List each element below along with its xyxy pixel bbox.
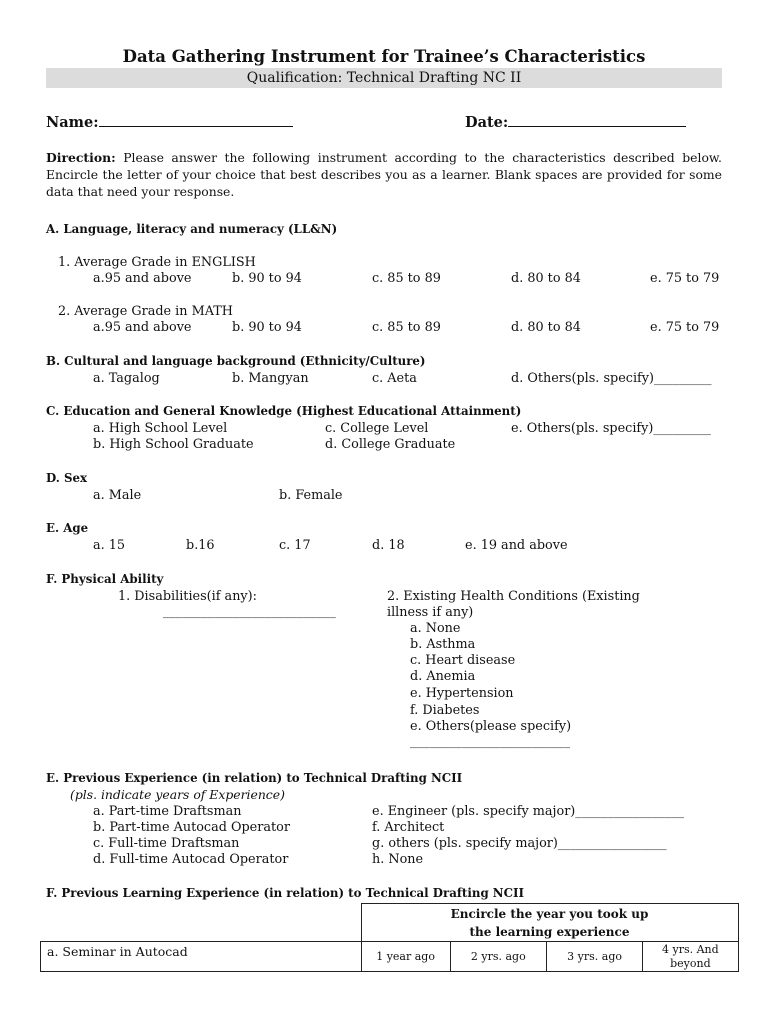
- health-question-line2: illness if any): [387, 605, 474, 620]
- disabilities-label: 1. Disabilities(if any):: [118, 589, 257, 604]
- age-option-c[interactable]: c. 17: [279, 538, 311, 553]
- experience-option-g[interactable]: g. others (pls. specify major)_________________: [372, 836, 667, 851]
- section-b-heading: B. Cultural and language background (Ethnicity/Culture): [46, 354, 426, 368]
- experience-heading: E. Previous Experience (in relation) to Technical Drafting NCII: [46, 771, 463, 785]
- english-question: 1. Average Grade in ENGLISH: [58, 255, 256, 270]
- section-e-heading: E. Age: [46, 521, 89, 535]
- education-option-a[interactable]: a. High School Level: [93, 421, 228, 436]
- health-others-blank[interactable]: _________________________: [410, 734, 570, 749]
- math-option-d[interactable]: d. 80 to 84: [511, 320, 581, 335]
- date-field[interactable]: [465, 112, 686, 131]
- education-option-b[interactable]: b. High School Graduate: [93, 437, 254, 452]
- name-label: Name:: [46, 114, 99, 131]
- page-title: Data Gathering Instrument for Trainee’s Characteristics: [122, 47, 646, 66]
- year-option-2[interactable]: 2 yrs. ago: [450, 942, 546, 972]
- year-option-4-line2: beyond: [670, 956, 711, 970]
- math-option-c[interactable]: c. 85 to 89: [372, 320, 441, 335]
- date-blank[interactable]: [508, 112, 686, 127]
- qualification-subtitle: Qualification: Technical Drafting NC II: [246, 70, 522, 86]
- sex-option-b[interactable]: b. Female: [279, 488, 343, 503]
- experience-option-h[interactable]: h. None: [372, 852, 424, 867]
- culture-option-c[interactable]: c. Aeta: [372, 371, 417, 386]
- experience-option-e[interactable]: e. Engineer (pls. specify major)_________________: [372, 804, 685, 819]
- experience-note: (pls. indicate years of Experience): [70, 787, 285, 802]
- education-option-c[interactable]: c. College Level: [325, 421, 429, 436]
- direction-paragraph: [46, 149, 722, 200]
- section-f-heading: F. Physical Ability: [46, 572, 164, 586]
- health-option-others[interactable]: e. Others(please specify): [410, 719, 572, 734]
- age-option-e[interactable]: e. 19 and above: [465, 538, 568, 553]
- disabilities-blank[interactable]: ___________________________: [163, 604, 336, 619]
- experience-option-a[interactable]: a. Part-time Draftsman: [93, 804, 242, 819]
- english-option-d[interactable]: d. 80 to 84: [511, 271, 581, 286]
- education-option-d[interactable]: d. College Graduate: [325, 437, 456, 452]
- english-option-a[interactable]: a.95 and above: [93, 271, 192, 286]
- direction-text: Please answer the following instrument according to the characteristics described below. Encircle the letter of your choice that best describes you as a learner. Blank spaces are provided for some data that need your response.: [46, 150, 722, 199]
- direction-label: Direction:: [46, 150, 116, 165]
- table-header: [361, 904, 738, 942]
- learning-heading: F. Previous Learning Experience (in relation) to Technical Drafting NCII: [46, 886, 525, 900]
- health-option-b[interactable]: b. Asthma: [410, 637, 476, 652]
- experience-option-d[interactable]: d. Full-time Autocad Operator: [93, 852, 289, 867]
- culture-option-d[interactable]: d. Others(pls. specify)_________: [511, 371, 712, 386]
- experience-option-f[interactable]: f. Architect: [372, 820, 445, 835]
- culture-option-a[interactable]: a. Tagalog: [93, 371, 160, 386]
- age-option-b[interactable]: b.16: [186, 538, 215, 553]
- name-field[interactable]: [46, 112, 293, 131]
- health-option-c[interactable]: c. Heart disease: [410, 653, 516, 668]
- health-option-e[interactable]: e. Hypertension: [410, 686, 514, 701]
- section-d-heading: D. Sex: [46, 471, 88, 485]
- table-empty-cell: [41, 904, 362, 942]
- name-blank[interactable]: [99, 112, 293, 127]
- experience-option-c[interactable]: c. Full-time Draftsman: [93, 836, 240, 851]
- education-option-e[interactable]: e. Others(pls. specify)_________: [511, 421, 711, 436]
- english-option-e[interactable]: e. 75 to 79: [650, 271, 720, 286]
- math-option-a[interactable]: a.95 and above: [93, 320, 192, 335]
- culture-option-b[interactable]: b. Mangyan: [232, 371, 309, 386]
- experience-option-b[interactable]: b. Part-time Autocad Operator: [93, 820, 290, 835]
- age-option-a[interactable]: a. 15: [93, 538, 126, 553]
- section-c-heading: C. Education and General Knowledge (Highest Educational Attainment): [46, 404, 522, 418]
- year-option-4-line1: 4 yrs. And: [662, 942, 719, 956]
- health-question-line1: 2. Existing Health Conditions (Existing: [387, 589, 640, 604]
- math-option-e[interactable]: e. 75 to 79: [650, 320, 720, 335]
- health-option-a[interactable]: a. None: [410, 621, 461, 636]
- date-label: Date:: [465, 114, 509, 131]
- table-header-line2: the learning experience: [469, 924, 630, 939]
- age-option-d[interactable]: d. 18: [372, 538, 405, 553]
- health-option-d[interactable]: d. Anemia: [410, 669, 476, 684]
- year-option-3[interactable]: 3 yrs. ago: [546, 942, 642, 972]
- section-a-heading: A. Language, literacy and numeracy (LL&N): [46, 222, 338, 236]
- sex-option-a[interactable]: a. Male: [93, 488, 142, 503]
- english-option-c[interactable]: c. 85 to 89: [372, 271, 441, 286]
- year-option-1[interactable]: 1 year ago: [361, 942, 450, 972]
- year-option-4[interactable]: [643, 942, 738, 972]
- math-question: 2. Average Grade in MATH: [58, 304, 233, 319]
- learning-table: [40, 903, 739, 972]
- table-row-label: a. Seminar in Autocad: [41, 942, 362, 972]
- math-option-b[interactable]: b. 90 to 94: [232, 320, 302, 335]
- table-header-line1: Encircle the year you took up: [450, 906, 649, 921]
- health-option-f[interactable]: f. Diabetes: [410, 703, 480, 718]
- english-option-b[interactable]: b. 90 to 94: [232, 271, 302, 286]
